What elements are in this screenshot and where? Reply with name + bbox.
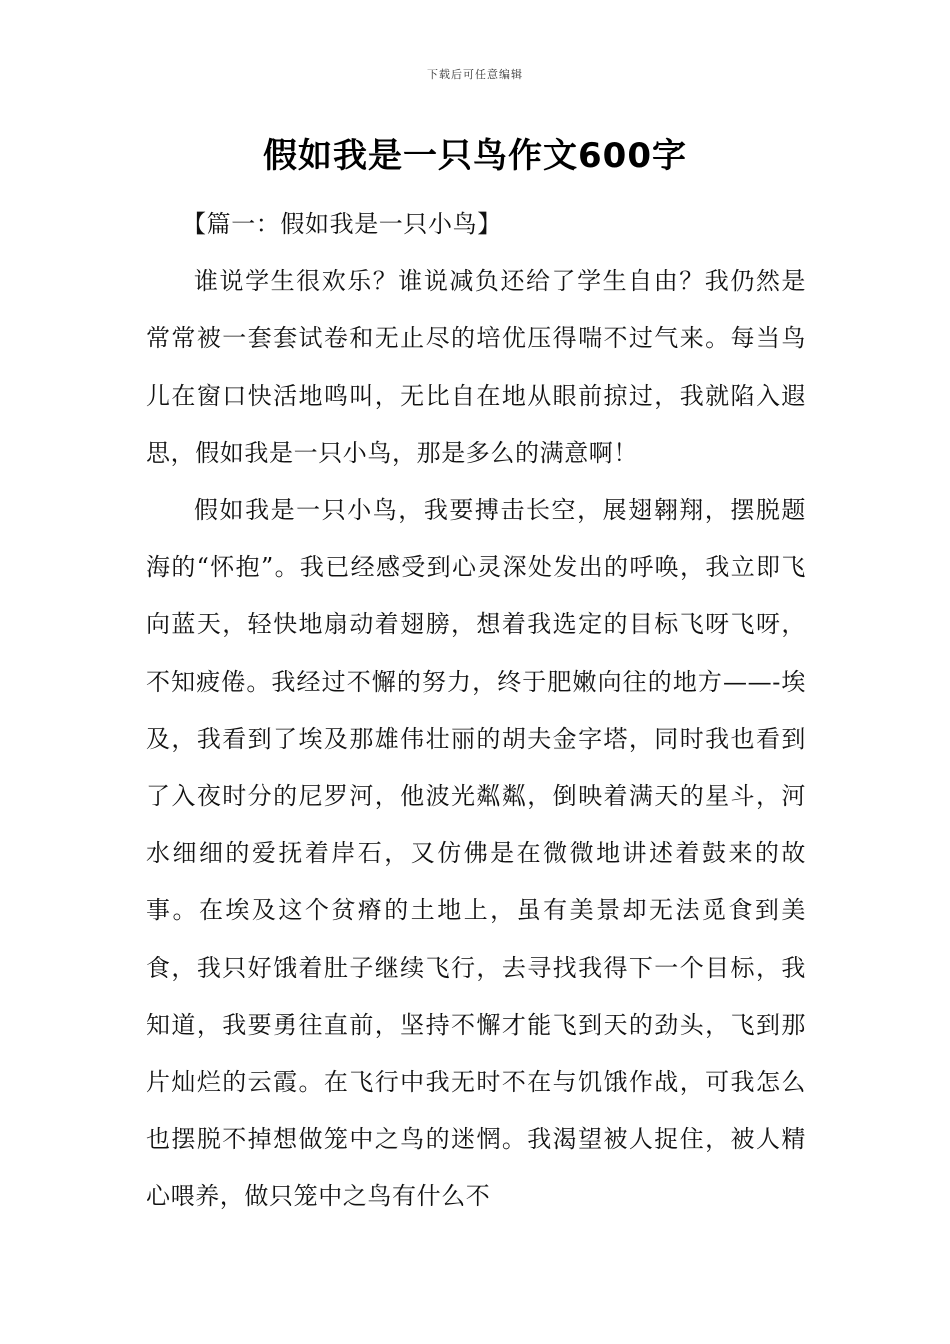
document-body [146,196,806,1226]
page-title: 假如我是一只鸟作文600字 [263,136,687,176]
paragraph: 假如我是一只小鸟，我要搏击长空，展翅翱翔，摆脱题海的“怀抱”。我已经感受到心灵深处发出的呼唤，我立即飞向蓝天，轻快地扇动着翅膀，想着我选定的目标飞呀飞呀，不知疲倦。我经过不懈的努力，终于肥嫩向往的地方——-埃及，我看到了埃及那雄伟壮丽的胡夫金字塔，同时我也看到了入夜时分的尼罗河，他波光粼粼，倒映着满天的星斗，河水细细的爱抚着岸石，又仿佛是在微微地讲述着鼓来的故事。在埃及这个贫瘠的土地上，虽有美景却无法觅食到美食，我只好饿着肚子继续飞行，去寻找我得下一个目标，我知道，我要勇往直前，坚持不懈才能飞到天的劲头，飞到那片灿烂的云霞。在飞行中我无时不在与饥饿作战，可我怎么也摆脱不掉想做笼中之鸟的迷惘。我渴望被人捉住，被人精心喂养，做只笼中之鸟有什么不 [146,496,806,1211]
section-heading: 【篇一：假如我是一只小鸟】 [182,210,502,238]
paragraph: 谁说学生很欢乐？谁说减负还给了学生自由？我仍然是常常被一套套试卷和无止尽的培优压得喘不过气来。每当鸟儿在窗口快活地鸣叫，无比自在地从眼前掠过，我就陷入遐思，假如我是一只小鸟，那是多么的满意啊！ [146,267,806,467]
header-note: 下载后可任意编辑 [427,68,523,81]
